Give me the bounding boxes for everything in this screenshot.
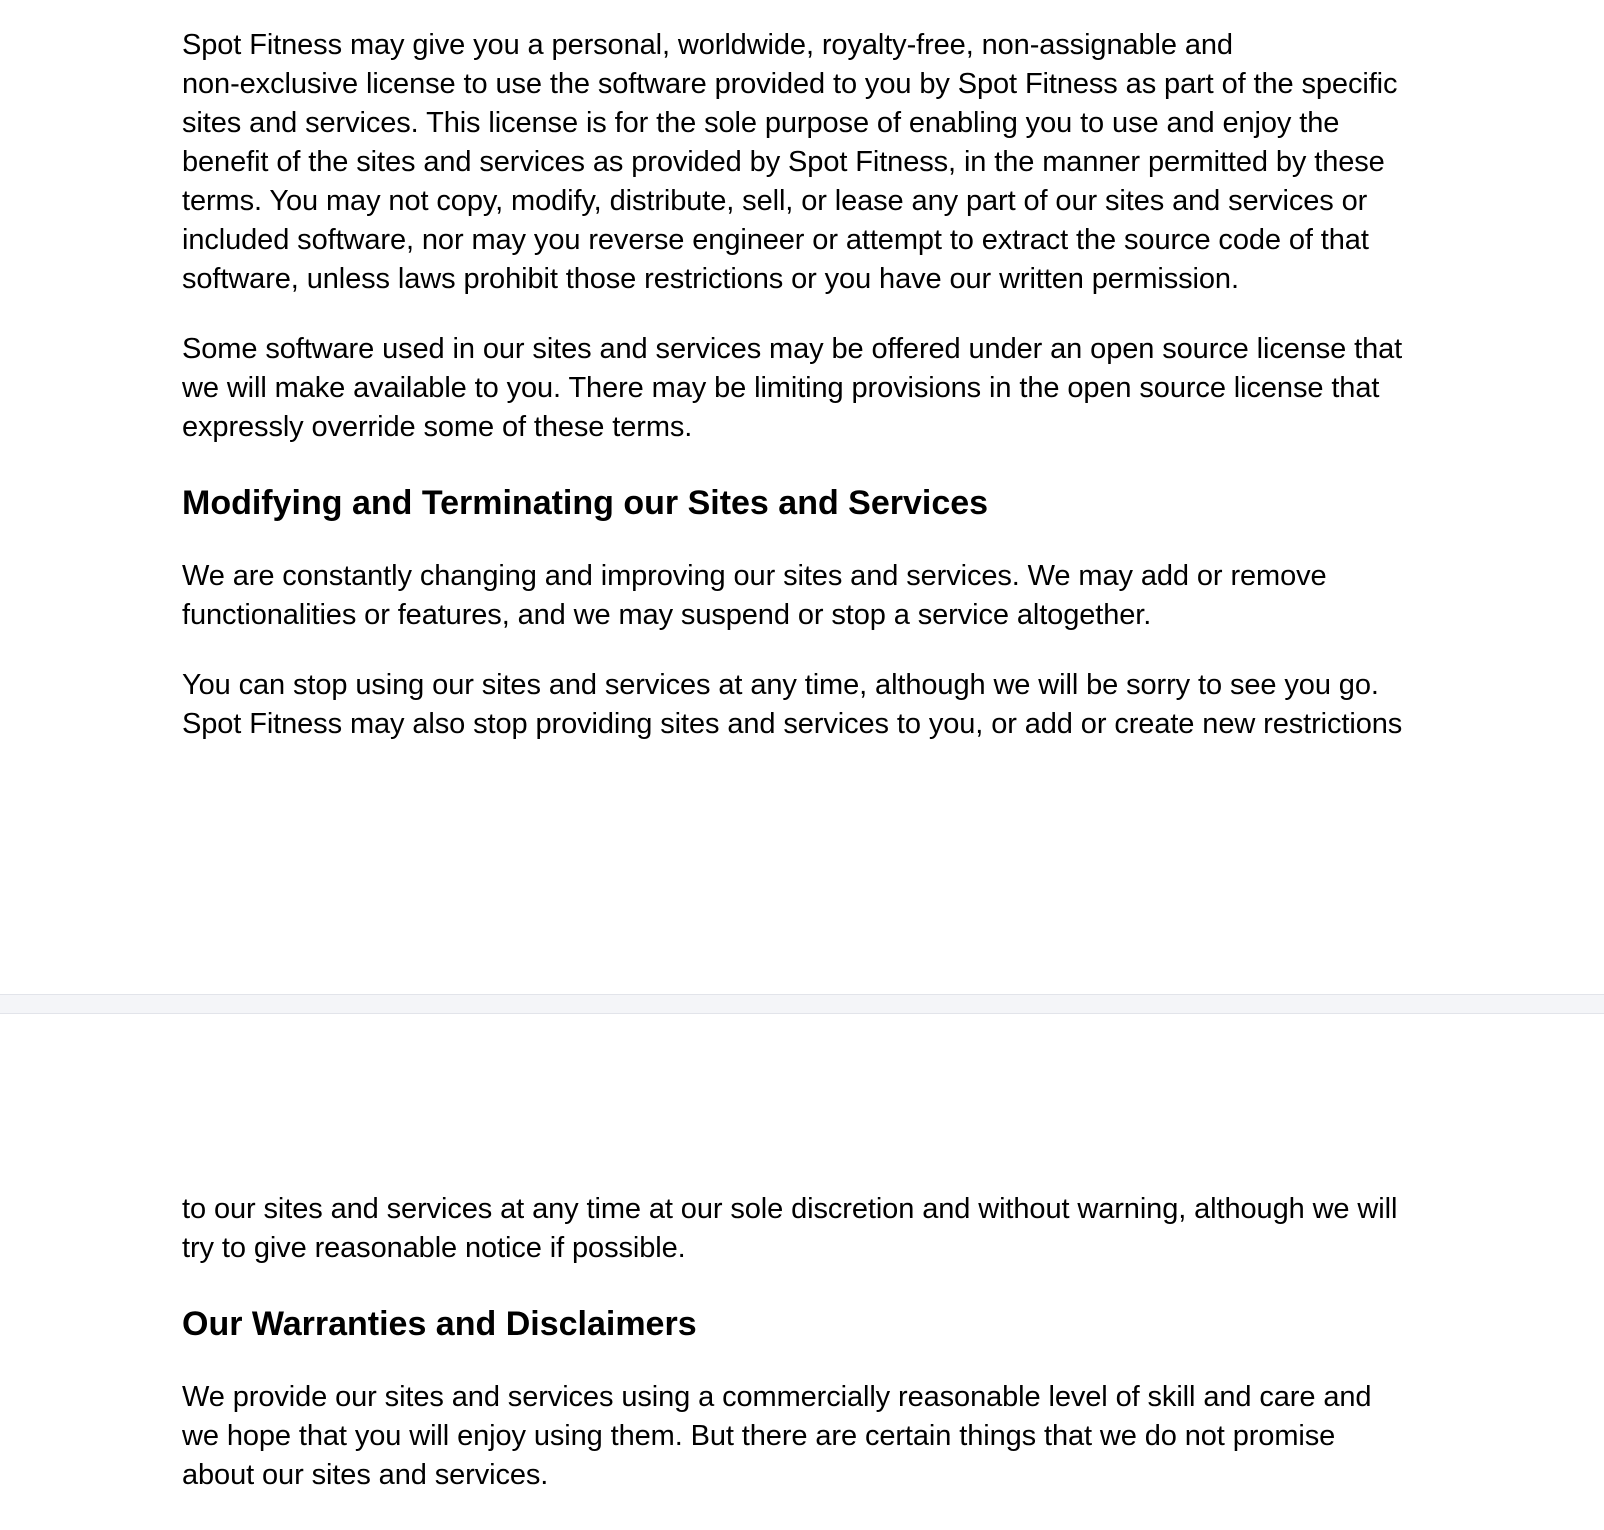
warranties-line-1: We provide our sites and services using a commercially reasonable level of skill and care and: [182, 1381, 1372, 1413]
heading-modifying-terminating: Modifying and Terminating our Sites and Services: [182, 484, 989, 522]
license-line-2: non-exclusive license to use the software provided to you by Spot Fitness as part of the specific: [182, 68, 1398, 100]
stop-using-line-2: Spot Fitness may also stop providing sites and services to you, or add or create new restrictions: [182, 708, 1403, 740]
open-source-line-1: Some software used in our sites and services may be offered under an open source license that: [182, 333, 1403, 365]
stop-using-paragraph: [182, 666, 1432, 744]
open-source-paragraph: [182, 330, 1432, 447]
license-line-1: Spot Fitness may give you a personal, worldwide, royalty-free, non-assignable and: [182, 29, 1233, 61]
changing-paragraph: [182, 557, 1432, 635]
open-source-line-2: we will make available to you. There may be limiting provisions in the open source license that: [182, 372, 1380, 404]
license-line-3: sites and services. This license is for the sole purpose of enabling you to use and enjoy the: [182, 107, 1340, 139]
warranties-line-2: we hope that you will enjoy using them. But there are certain things that we do not promise: [182, 1420, 1336, 1452]
license-line-5: terms. You may not copy, modify, distribute, sell, or lease any part of our sites and services or: [182, 185, 1368, 217]
warranties-paragraph: [182, 1378, 1432, 1495]
open-source-line-3: expressly override some of these terms.: [182, 411, 693, 443]
page-1-content: [182, 26, 1432, 744]
changing-line-1: We are constantly changing and improving our sites and services. We may add or remove: [182, 560, 1327, 592]
license-paragraph: [182, 26, 1432, 299]
page-separator: [0, 994, 1604, 1014]
changing-line-2: functionalities or features, and we may suspend or stop a service altogether.: [182, 599, 1152, 631]
continued-line-1: to our sites and services at any time at our sole discretion and without warning, although we will: [182, 1193, 1398, 1225]
page-2-content: [182, 1190, 1432, 1495]
continued-line-2: try to give reasonable notice if possible.: [182, 1232, 686, 1264]
heading-warranties-disclaimers: Our Warranties and Disclaimers: [182, 1305, 697, 1343]
license-line-6: included software, nor may you reverse engineer or attempt to extract the source code of that: [182, 224, 1369, 256]
license-line-4: benefit of the sites and services as provided by Spot Fitness, in the manner permitted by these: [182, 146, 1385, 178]
continued-paragraph: [182, 1190, 1432, 1268]
warranties-line-3: about our sites and services.: [182, 1459, 549, 1491]
stop-using-line-1: You can stop using our sites and services at any time, although we will be sorry to see you go.: [182, 669, 1379, 701]
license-line-7: software, unless laws prohibit those restrictions or you have our written permission.: [182, 263, 1239, 295]
